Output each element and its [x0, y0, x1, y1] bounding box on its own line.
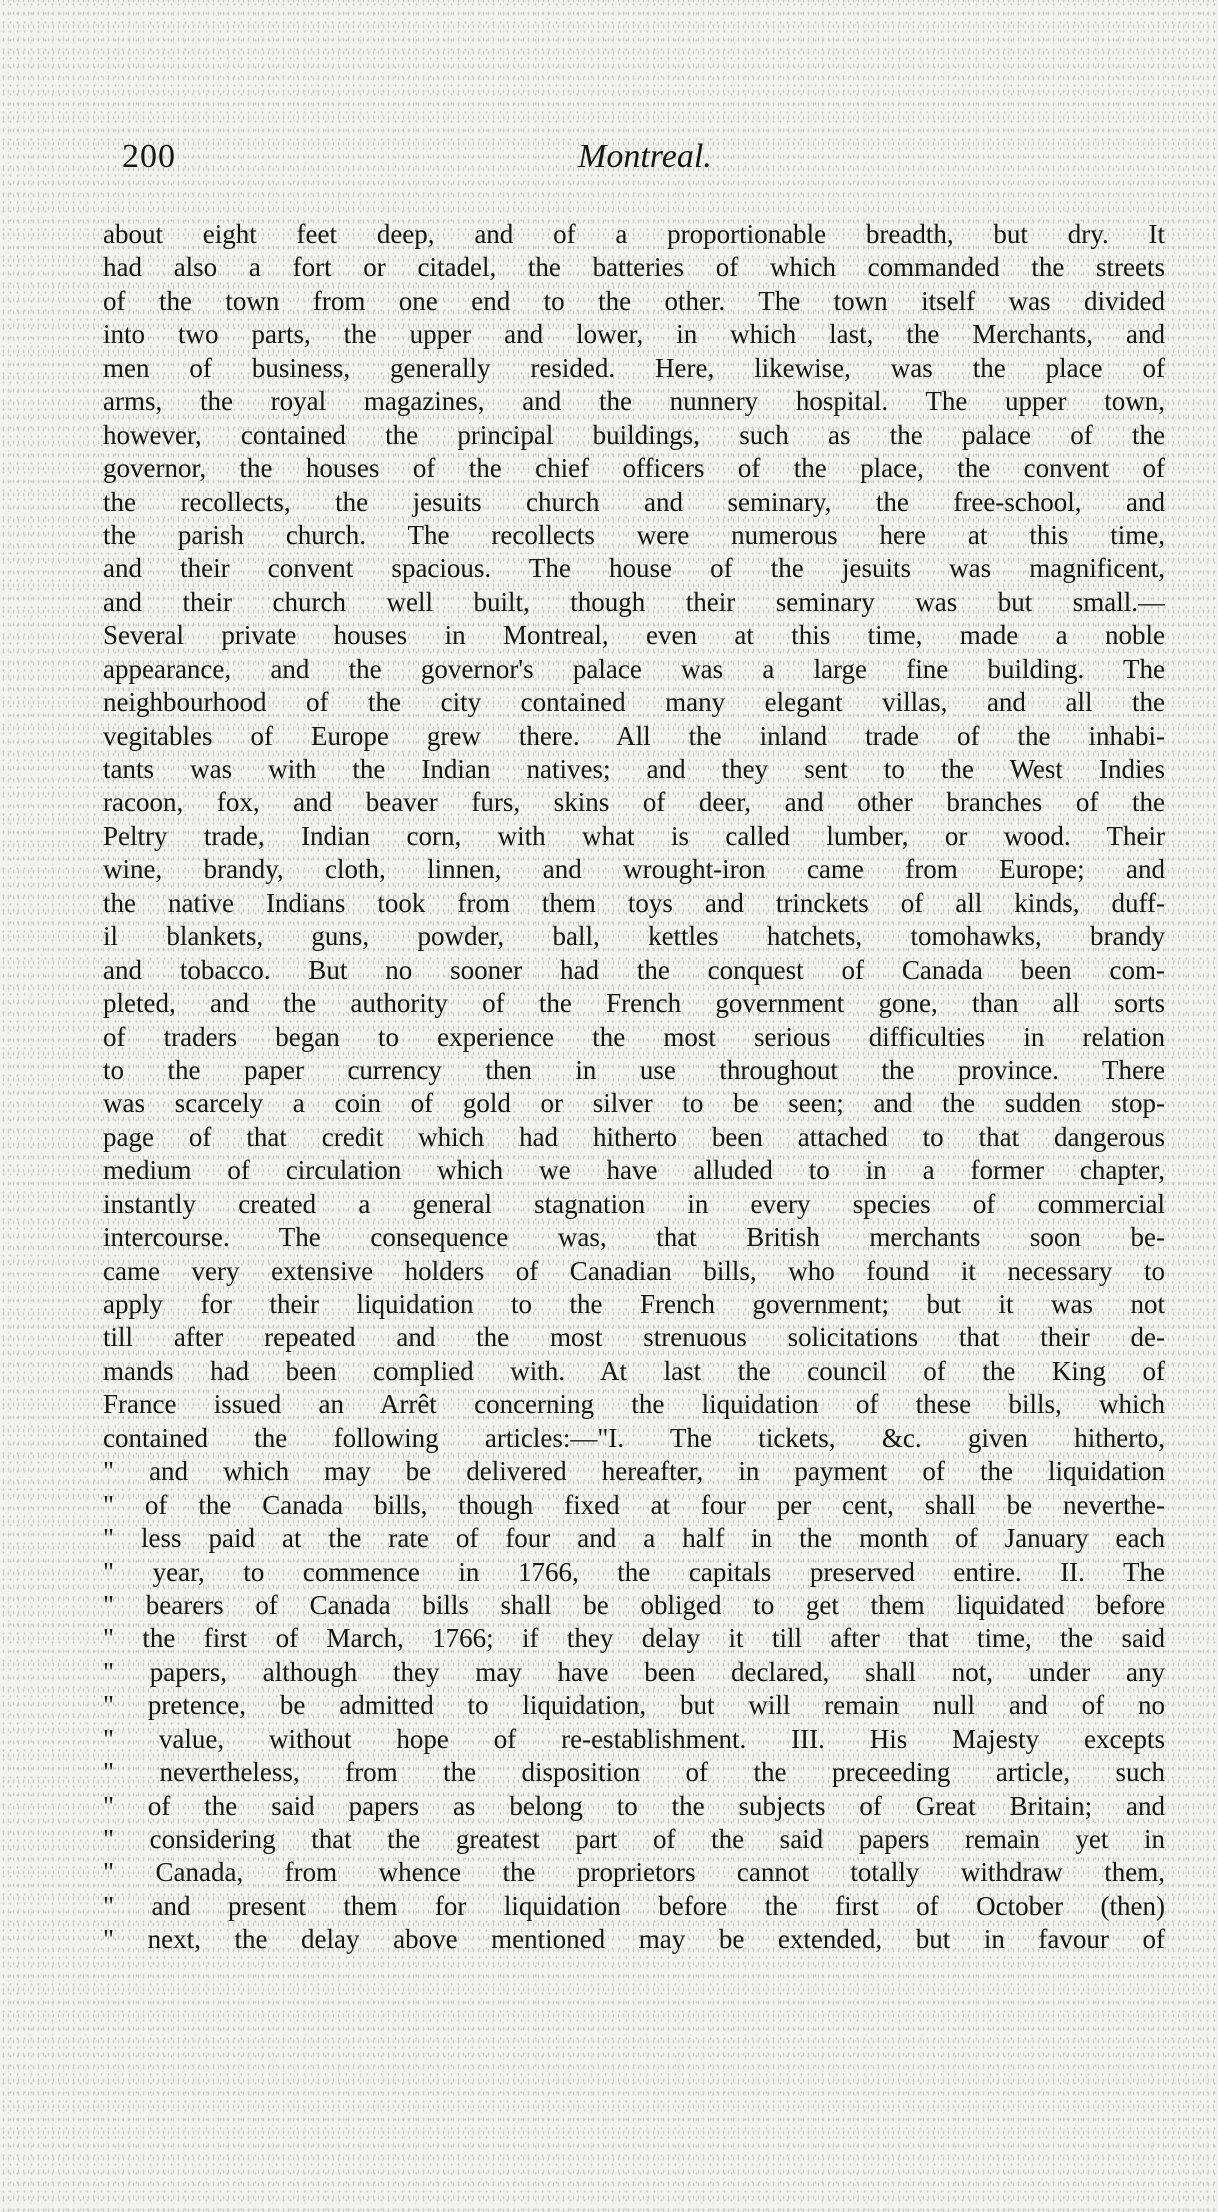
text-line: " Canada, from whence the proprietors cannot totally withdraw them, — [103, 1857, 1165, 1888]
text-line: " considering that the greatest part of the said papers remain yet in — [103, 1824, 1165, 1854]
text-line: Peltry trade, Indian corn, with what is called lumber, or wood. Their — [103, 820, 1165, 851]
text-line: till after repeated and the most strenuous solicitations that their de- — [103, 1322, 1165, 1353]
body-text — [103, 218, 1165, 1957]
page-number: 200 — [122, 138, 176, 175]
text-line: men of business, generally resided. Here, likewise, was the place of — [103, 352, 1165, 383]
text-line: wine, brandy, cloth, linnen, and wrought-iron came from Europe; and — [103, 854, 1165, 885]
text-line: " papers, although they may have been declared, shall not, under any — [103, 1656, 1165, 1687]
text-line: " value, without hope of re-establishment. III. His Majesty excepts — [103, 1723, 1165, 1754]
text-line: was scarcely a coin of gold or silver to be seen; and the sudden stop- — [103, 1088, 1165, 1119]
text-line: governor, the houses of the chief officers of the place, the convent of — [103, 453, 1165, 484]
text-line: " and which may be delivered hereafter, in payment of the liquidation — [103, 1456, 1165, 1487]
text-line: had also a fort or citadel, the batteries of which commanded the streets — [103, 252, 1165, 283]
text-line: page of that credit which had hitherto been attached to that dangerous — [103, 1121, 1165, 1152]
text-line: appearance, and the governor's palace was a large fine building. The — [103, 653, 1165, 684]
text-line: " next, the delay above mentioned may be extended, but in favour of — [103, 1924, 1165, 1955]
text-line: the parish church. The recollects were numerous here at this time, — [103, 519, 1165, 550]
text-line: " pretence, be admitted to liquidation, but will remain null and of no — [103, 1690, 1165, 1721]
text-line: came very extensive holders of Canadian bills, who found it necessary to — [103, 1255, 1165, 1286]
text-line: vegitables of Europe grew there. All the inland trade of the inhabi- — [103, 720, 1165, 751]
text-line: instantly created a general stagnation in every species of commercial — [103, 1188, 1165, 1219]
text-line: of the town from one end to the other. The town itself was divided — [103, 285, 1165, 316]
text-line: however, contained the principal buildings, such as the palace of the — [103, 419, 1165, 450]
text-line: to the paper currency then in use throughout the province. There — [103, 1054, 1165, 1085]
text-line: intercourse. The consequence was, that British merchants soon be- — [103, 1222, 1165, 1253]
text-line: " nevertheless, from the disposition of the preceeding article, such — [103, 1757, 1165, 1788]
page-header — [118, 138, 1168, 186]
text-line: medium of circulation which we have alluded to in a former chapter, — [103, 1155, 1165, 1186]
running-title: Montreal. — [578, 138, 712, 175]
text-line: arms, the royal magazines, and the nunnery hospital. The upper town, — [103, 386, 1165, 417]
text-line: the recollects, the jesuits church and seminary, the free-school, and — [103, 486, 1165, 517]
text-line: of traders began to experience the most serious difficulties in relation — [103, 1021, 1165, 1052]
text-line: and their convent spacious. The house of the jesuits was magnificent, — [103, 553, 1165, 584]
text-line: contained the following articles:—"I. The tickets, &c. given hitherto, — [103, 1422, 1165, 1453]
text-line: about eight feet deep, and of a proportionable breadth, but dry. It — [103, 219, 1165, 249]
text-line: neighbourhood of the city contained many elegant villas, and all the — [103, 687, 1165, 718]
text-line: " of the said papers as belong to the subjects of Great Britain; and — [103, 1790, 1165, 1821]
text-line: the native Indians took from them toys and trinckets of all kinds, duff- — [103, 887, 1165, 918]
text-line: mands had been complied with. At last the council of the King of — [103, 1355, 1165, 1386]
text-line: and their church well built, though their seminary was but small.— — [103, 586, 1165, 617]
text-line: Several private houses in Montreal, even at this time, made a noble — [103, 620, 1165, 651]
text-line: " bearers of Canada bills shall be obliged to get them liquidated before — [103, 1589, 1165, 1620]
text-line: apply for their liquidation to the French government; but it was not — [103, 1289, 1165, 1319]
text-line: France issued an Arrêt concerning the liquidation of these bills, which — [103, 1389, 1165, 1420]
text-line: " year, to commence in 1766, the capitals preserved entire. II. The — [103, 1556, 1165, 1587]
text-line: il blankets, guns, powder, ball, kettles hatchets, tomohawks, brandy — [103, 921, 1165, 952]
text-line: " of the Canada bills, though fixed at four per cent, shall be neverthe- — [103, 1489, 1165, 1520]
text-line: pleted, and the authority of the French government gone, than all sorts — [103, 988, 1165, 1019]
text-line: into two parts, the upper and lower, in which last, the Merchants, and — [103, 319, 1165, 350]
text-line: and tobacco. But no sooner had the conquest of Canada been com- — [103, 954, 1165, 985]
text-line: " the first of March, 1766; if they delay it till after that time, the said — [103, 1623, 1165, 1654]
text-line: " and present them for liquidation before the first of October (then) — [103, 1890, 1165, 1921]
text-line: racoon, fox, and beaver furs, skins of deer, and other branches of the — [103, 787, 1165, 818]
text-line: " less paid at the rate of four and a half in the month of January each — [103, 1523, 1165, 1554]
text-line: tants was with the Indian natives; and they sent to the West Indies — [103, 754, 1165, 784]
